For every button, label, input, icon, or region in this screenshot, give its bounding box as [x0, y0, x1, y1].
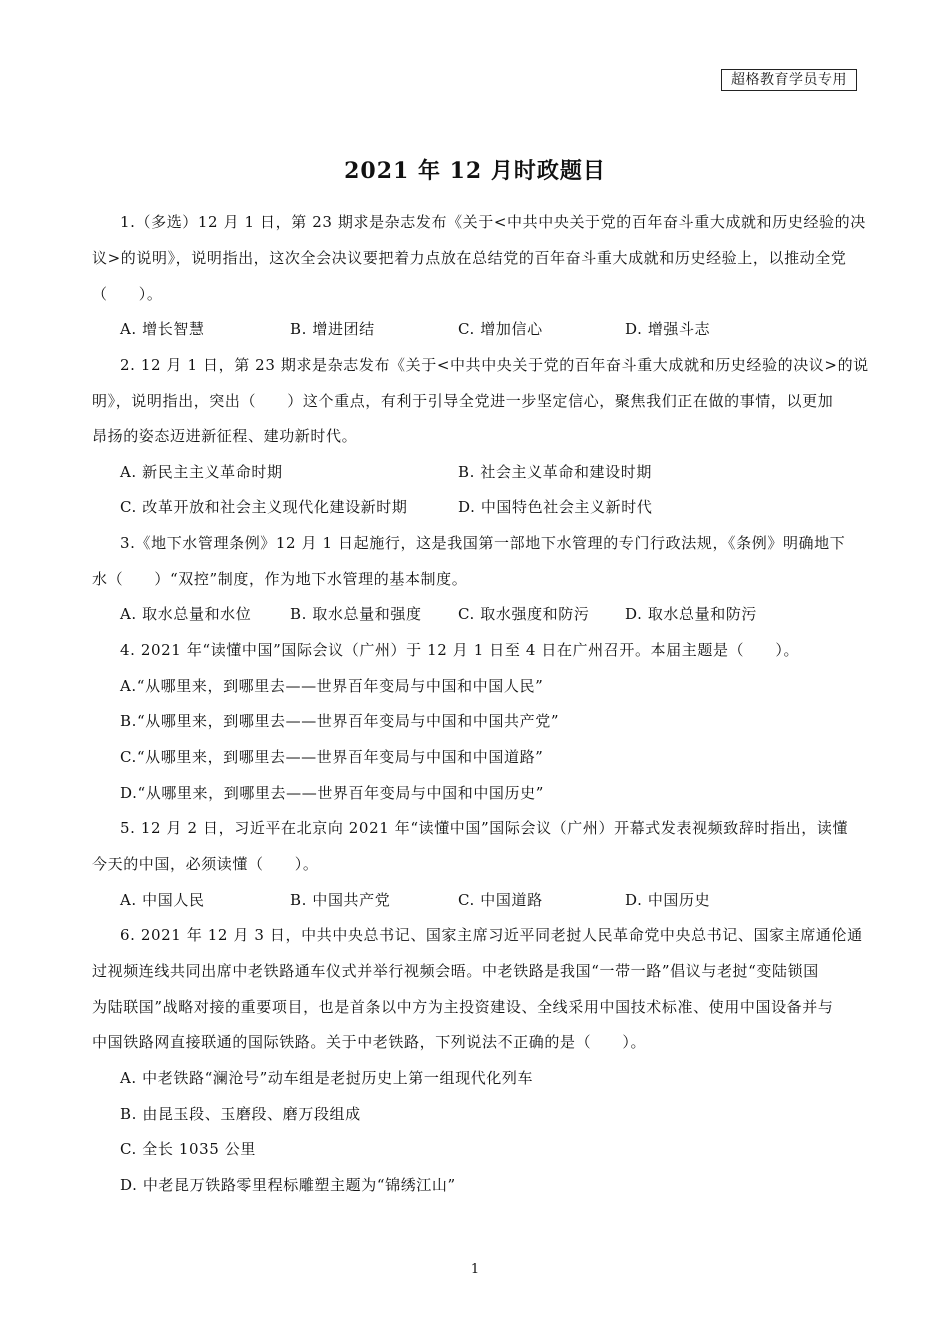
question-6-line: 过视频连线共同出席中老铁路通车仪式并举行视频会晤。中老铁路是我国“一带一路”倡议与老挝“变陆锁国 — [92, 962, 819, 980]
question-4-line: 4. 2021 年“读懂中国”国际会议（广州）于 12 月 1 日至 4 日在广州召开。本届主题是（ ）。 — [120, 641, 800, 659]
question-2-option-c: C. 改革开放和社会主义现代化建设新时期 — [120, 498, 408, 516]
question-1-option-d: D. 增强斗志 — [625, 320, 711, 338]
user-exclusive-badge: 超格教育学员专用 — [721, 69, 857, 91]
question-3-option-b: B. 取水总量和强度 — [290, 605, 422, 623]
page-number: 1 — [470, 1262, 480, 1277]
question-3-line: 水（ ）“双控”制度，作为地下水管理的基本制度。 — [92, 570, 468, 588]
question-4-option-b: B.“从哪里来，到哪里去——世界百年变局与中国和中国共产党” — [120, 712, 560, 730]
question-1-option-a: A. 增长智慧 — [120, 320, 205, 338]
question-1-line: 议>的说明》，说明指出，这次全会决议要把着力点放在总结党的百年奋斗重大成就和历史经验上，以推动全党 — [92, 249, 847, 267]
question-5-option-c: C. 中国道路 — [458, 891, 543, 909]
question-5-line: 5. 12 月 2 日，习近平在北京向 2021 年“读懂中国”国际会议（广州）开幕式发表视频致辞时指出，读懂 — [120, 819, 849, 837]
question-2-option-b: B. 社会主义革命和建设时期 — [458, 463, 652, 481]
question-4-option-a: A.“从哪里来，到哪里去——世界百年变局与中国和中国人民” — [120, 677, 544, 695]
question-4-option-d: D.“从哪里来，到哪里去——世界百年变局与中国和中国历史” — [120, 784, 544, 802]
question-1-line: 1.（多选）12 月 1 日，第 23 期求是杂志发布《关于<中共中央关于党的百年奋斗重大成就和历史经验的决 — [120, 213, 866, 231]
question-3-line: 3.《地下水管理条例》12 月 1 日起施行，这是我国第一部地下水管理的专门行政法规，《条例》明确地下 — [120, 534, 846, 552]
question-5-option-a: A. 中国人民 — [120, 891, 205, 909]
question-3-option-a: A. 取水总量和水位 — [120, 605, 252, 623]
question-5-option-b: B. 中国共产党 — [290, 891, 391, 909]
question-2-line: 昂扬的姿态迈进新征程、建功新时代。 — [92, 427, 358, 445]
question-3-option-c: C. 取水强度和防污 — [458, 605, 590, 623]
question-5-line: 今天的中国，必须读懂（ ）。 — [92, 855, 319, 873]
question-1-line: （ ）。 — [92, 285, 163, 303]
question-6-line: 为陆联国”战略对接的重要项目，也是首条以中方为主投资建设、全线采用中国技术标准、使用中国设备并与 — [92, 998, 834, 1016]
question-6-line: 6. 2021 年 12 月 3 日，中共中央总书记、国家主席习近平同老挝人民革命党中央总书记、国家主席通伦通 — [120, 926, 863, 944]
page-title: 2021 年 12 月时政题目 — [344, 158, 606, 184]
question-6-option-b: B. 由昆玉段、玉磨段、磨万段组成 — [120, 1105, 361, 1123]
question-1-option-c: C. 增加信心 — [458, 320, 543, 338]
question-6-line: 中国铁路网直接联通的国际铁路。关于中老铁路，下列说法不正确的是（ ）。 — [92, 1033, 647, 1051]
question-2-option-a: A. 新民主主义革命时期 — [120, 463, 283, 481]
question-6-option-c: C. 全长 1035 公里 — [120, 1140, 256, 1158]
question-5-option-d: D. 中国历史 — [625, 891, 711, 909]
question-4-option-c: C.“从哪里来，到哪里去——世界百年变局与中国和中国道路” — [120, 748, 544, 766]
question-2-line: 2. 12 月 1 日，第 23 期求是杂志发布《关于<中共中央关于党的百年奋斗重大成就和历史经验的决议>的说 — [120, 356, 869, 374]
question-1-option-b: B. 增进团结 — [290, 320, 375, 338]
question-2-option-d: D. 中国特色社会主义新时代 — [458, 498, 653, 516]
question-6-option-d: D. 中老昆万铁路零里程标雕塑主题为“锦绣江山” — [120, 1176, 456, 1194]
question-6-option-a: A. 中老铁路“澜沧号”动车组是老挝历史上第一组现代化列车 — [120, 1069, 534, 1087]
question-2-line: 明》，说明指出，突出（ ）这个重点，有利于引导全党进一步坚定信心，聚焦我们正在做的事情，以更加 — [92, 392, 834, 410]
question-3-option-d: D. 取水总量和防污 — [625, 605, 758, 623]
